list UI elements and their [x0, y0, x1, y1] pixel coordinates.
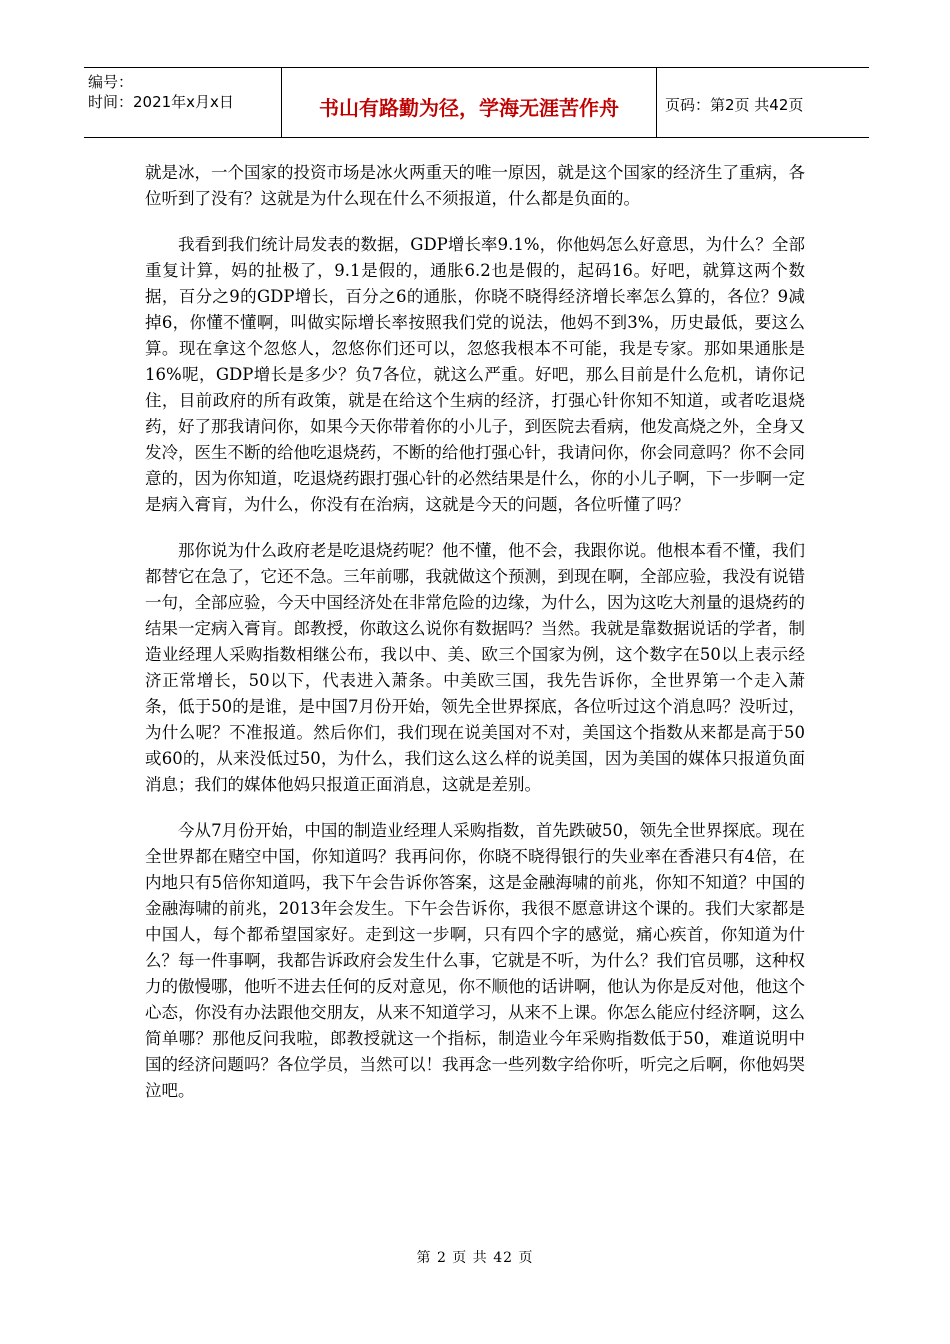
header-meta: [84, 68, 282, 137]
page-footer: 第 2 页 共 42 页: [416, 1250, 534, 1266]
paragraph: 我看到我们统计局发表的数据，GDP增长率9.1%，你他妈怎么好意思，为什么？全部重复计算，妈的扯极了，9.1是假的，通胀6.2也是假的，起码16。好吧，就算这两个数据，百分之9的GDP增长，百分之6的通胀，你晓不晓得经济增长率怎么算的，各位？9减掉6，你懂不懂啊，叫做实际增长率按照我们党的说法，他妈不到3%，历史最低，要这么算。现在拿这个忽悠人，忽悠你们还可以，忽悠我根本不可能，我是专家。那如果通胀是16%呢，GDP增长是多少？负7各位，就这么严重。好吧，那么目前是什么危机，请你记住，目前政府的所有政策，就是在给这个生病的经济，打强心针你知不知道，或者吃退烧药，好了那我请问你，如果今天你带着你的小儿子，到医院去看病，他发高烧之外，全身又发冷，医生不断的给他吃退烧药，不断的给他打强心针，我请问你，你会同意吗？你不会同意的，因为你知道，吃退烧药跟打强心针的必然结果是什么，你的小儿子啊，下一步啊一定是病入膏肓，为什么，你没有在治病，这就是今天的问题，各位听懂了吗？: [145, 235, 805, 514]
header-page-info: 页码：第2页 共42页: [665, 96, 804, 114]
document-time-label: 时间：2021年x月x日: [88, 93, 234, 111]
paragraph-continuation: 就是冰，一个国家的投资市场是冰火两重天的唯一原因，就是这个国家的经济生了重病，各位听到了没有？这就是为什么现在什么不须报道，什么都是负面的。: [145, 163, 805, 208]
header-motto: 书山有路勤为径，学海无涯苦作舟: [282, 68, 657, 137]
document-number-label: 编号：: [88, 73, 134, 91]
page-header: [84, 67, 869, 138]
document-body: [145, 160, 805, 1124]
paragraph: 今从7月份开始，中国的制造业经理人采购指数，首先跌破50，领先全世界探底。现在全世界都在赌空中国，你知道吗？我再问你，你晓不晓得银行的失业率在香港只有4倍，在内地只有5倍你知道吗，我下午会告诉你答案，这是金融海啸的前兆，你知不知道？中国的金融海啸的前兆，2013年会发生。下午会告诉你，我很不愿意讲这个课的。我们大家都是中国人，每个都希望国家好。走到这一步啊，只有四个字的感觉，痛心疾首，你知道为什么？每一件事啊，我都告诉政府会发生什么事，它就是不听，为什么？我们官员哪，这种权力的傲慢哪，他听不进去任何的反对意见，你不顺他的话讲啊，他认为你是反对他，他这个心态，你没有办法跟他交朋友，从来不知道学习，从来不上课。你怎么能应付经济啊，这么简单哪？那他反问我啦，郎教授就这一个指标，制造业今年采购指数低于50，难道说明中国的经济问题吗？各位学员，当然可以！我再念一些列数字给你听，听完之后啊，你他妈哭泣吧。: [145, 821, 805, 1100]
paragraph: 那你说为什么政府老是吃退烧药呢？他不懂，他不会，我跟你说。他根本看不懂，我们都替它在急了，它还不急。三年前哪，我就做这个预测，到现在啊，全部应验，我没有说错一句，全部应验，今天中国经济处在非常危险的边缘，为什么，因为这吃大剂量的退烧药的结果一定病入膏肓。郎教授，你敢这么说你有数据吗？当然。我就是靠数据说话的学者，制造业经理人采购指数相继公布，我以中、美、欧三个国家为例，这个数字在50以上表示经济正常增长，50以下，代表进入萧条。中美欧三国，我先告诉你，全世界第一个走入萧条，低于50的是谁，是中国7月份开始，领先全世界探底，各位听过这个消息吗？没听过，为什么呢？不准报道。然后你们，我们现在说美国对不对，美国这个指数从来都是高于50或60的，从来没低过50，为什么，我们这么这么样的说美国，因为美国的媒体只报道负面消息；我们的媒体他妈只报道正面消息，这就是差别。: [145, 541, 805, 794]
